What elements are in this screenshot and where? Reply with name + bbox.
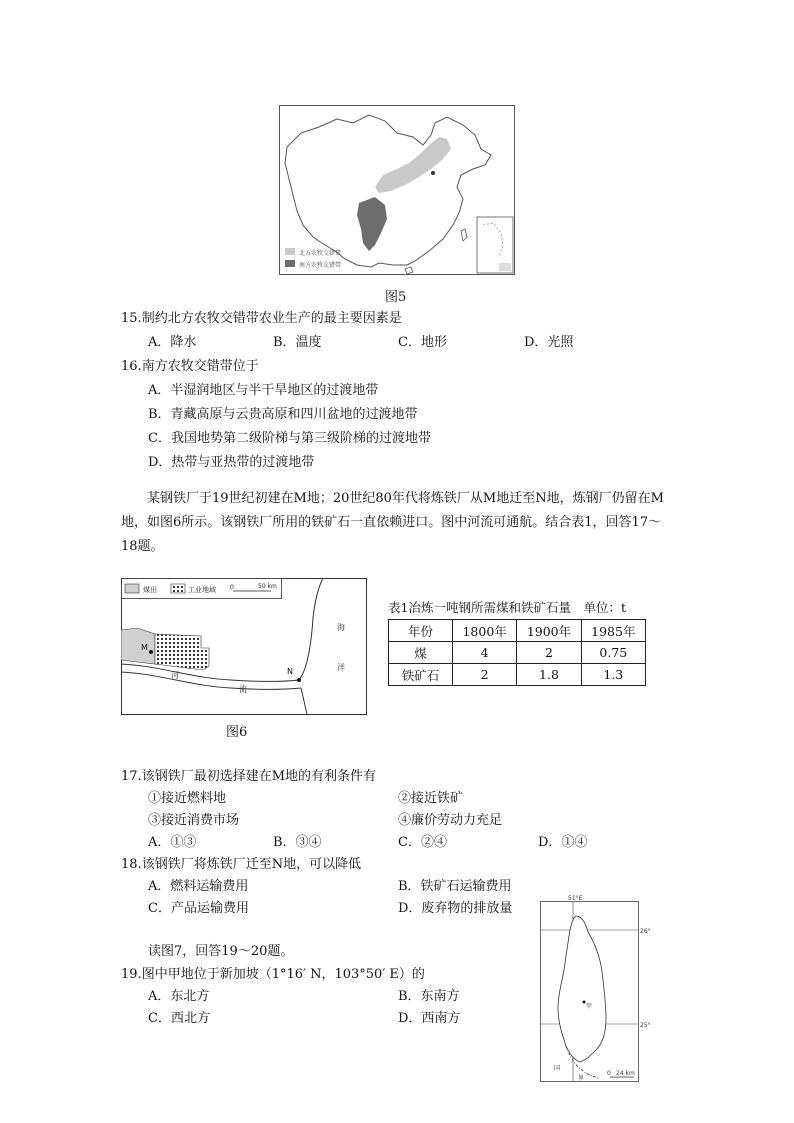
table-header-row xyxy=(389,620,646,642)
industrial-zone xyxy=(155,634,209,670)
figure6-map xyxy=(121,578,367,716)
legend-swatch-industry xyxy=(171,584,185,593)
q15-option-b[interactable]: B．温度 xyxy=(273,335,322,350)
table-cell: 铁矿石 xyxy=(389,664,453,686)
table-header: 1800年 xyxy=(452,620,516,642)
q15-option-c[interactable]: C．地形 xyxy=(398,335,447,350)
sea-char-1: 海 xyxy=(337,623,345,632)
table-header: 1985年 xyxy=(581,620,645,642)
question-19-stem xyxy=(121,966,425,983)
table1 xyxy=(388,619,646,686)
figure6-caption: 图6 xyxy=(226,725,248,740)
q15-option-d[interactable]: D．光照 xyxy=(524,335,574,350)
q16-option-a[interactable]: A．半湿润地区与半干旱地区的过渡地带 xyxy=(148,383,379,398)
legend-label-industry: 工业地域 xyxy=(188,586,216,594)
latitude-26-label: 26° xyxy=(640,928,651,935)
question-17-stem xyxy=(121,768,376,785)
q19-option-b[interactable]: B．东南方 xyxy=(398,989,460,1004)
q15-option-a[interactable]: A．降水 xyxy=(148,335,197,350)
q19-option-d[interactable]: D．西南方 xyxy=(398,1011,461,1026)
south-china-sea-inset xyxy=(477,217,513,273)
question-19-number: 19. xyxy=(121,967,142,982)
longitude-label: 51°E xyxy=(568,895,583,902)
border-label-1: 国 xyxy=(554,1065,561,1072)
river-char-2: 流 xyxy=(239,685,247,694)
table-header: 1900年 xyxy=(517,620,581,642)
scale-zero: 0 xyxy=(607,1070,611,1077)
q16-option-b[interactable]: B．青藏高原与云贵高原和四川盆地的过渡地带 xyxy=(148,407,418,422)
point-m xyxy=(149,650,153,654)
q17-condition-1: ①接近燃料地 xyxy=(148,791,227,806)
question-16-number: 16. xyxy=(121,359,142,374)
q18-option-a[interactable]: A．燃料运输费用 xyxy=(148,879,249,894)
question-18-number: 18. xyxy=(121,857,142,872)
q17-option-c[interactable]: C．②④ xyxy=(398,835,447,850)
figure5-map xyxy=(279,105,515,275)
question-16-stem xyxy=(121,358,259,375)
beijing-dot xyxy=(431,171,435,175)
table-row xyxy=(389,642,646,664)
read-figure7-instruction: 读图7，回答19～20题。 xyxy=(148,944,294,959)
scale-label: 24 km xyxy=(616,1070,635,1077)
river-char-1: 河 xyxy=(171,671,179,680)
legend-swatch-north xyxy=(285,248,295,255)
label-jia: 甲 xyxy=(586,1003,593,1010)
legend-label-coal: 煤田 xyxy=(143,586,157,594)
q16-option-d[interactable]: D．热带与亚热带的过渡地带 xyxy=(148,455,315,470)
table-cell: 1.8 xyxy=(517,664,581,686)
question-17-text: 该钢铁厂最初选择建在M地的有利条件有 xyxy=(141,769,376,784)
q17-option-d[interactable]: D．①④ xyxy=(538,835,588,850)
question-16-text: 南方农牧交错带位于 xyxy=(141,359,259,374)
table-header: 年份 xyxy=(389,620,453,642)
question-18-stem xyxy=(121,856,361,873)
legend-swatch-coal xyxy=(125,584,139,593)
legend-swatch-south xyxy=(285,260,295,267)
q16-option-c[interactable]: C．我国地势第二级阶梯与第三级阶梯的过渡地带 xyxy=(148,431,431,446)
q17-condition-4: ④廉价劳动力充足 xyxy=(398,813,503,828)
table1-title: 表1冶炼一吨钢所需煤和铁矿石量 单位：t xyxy=(388,600,626,615)
q17-option-b[interactable]: B．③④ xyxy=(273,835,322,850)
question-15-stem xyxy=(121,310,402,327)
question-19-text: 图中甲地位于新加坡（1°16′ N，103°50′ E）的 xyxy=(141,967,425,982)
q17-option-a[interactable]: A．①③ xyxy=(148,835,197,850)
question-18-text: 该钢铁厂将炼铁厂迁至N地，可以降低 xyxy=(141,857,362,872)
q19-option-a[interactable]: A．东北方 xyxy=(148,989,210,1004)
q18-option-d[interactable]: D．废弃物的排放量 xyxy=(398,901,513,916)
table-cell: 0.75 xyxy=(581,642,645,664)
q17-condition-2: ②接近铁矿 xyxy=(398,791,464,806)
scale-label: 50 km xyxy=(258,583,277,590)
q18-option-b[interactable]: B．铁矿石运输费用 xyxy=(398,879,512,894)
border-label-2: 界 xyxy=(578,1075,585,1082)
legend-label-north: 北方农牧交错带 xyxy=(299,250,342,257)
scale-zero: 0 xyxy=(230,584,234,591)
q17-condition-3: ③接近消费市场 xyxy=(148,813,240,828)
table-cell: 4 xyxy=(452,642,516,664)
table-cell: 2 xyxy=(517,642,581,664)
question-15-number: 15. xyxy=(121,311,142,326)
passage-text: 某钢铁厂于19世纪初建在M地；20世纪80年代将炼铁厂从M地迁至N地，炼钢厂仍留在M地，如图6所示。该钢铁厂所用的铁矿石一直依赖进口。图中河流可通航。结合表1，回答17～18题。 xyxy=(121,491,664,554)
figure7-map xyxy=(540,894,666,1084)
question-17-number: 17. xyxy=(121,769,142,784)
question-15-text: 制约北方农牧交错带农业生产的最主要因素是 xyxy=(141,311,402,326)
coal-field xyxy=(121,628,155,664)
sea-char-2: 洋 xyxy=(337,663,345,672)
q19-option-c[interactable]: C．西北方 xyxy=(148,1011,210,1026)
label-n: N xyxy=(287,667,293,676)
table-cell: 煤 xyxy=(389,642,453,664)
table-row xyxy=(389,664,646,686)
q18-option-c[interactable]: C．产品运输费用 xyxy=(148,901,249,916)
legend-label-south: 南方农牧交错带 xyxy=(299,262,342,269)
latitude-25-label: 25° xyxy=(640,1022,651,1029)
table-cell: 1.3 xyxy=(581,664,645,686)
table-cell: 2 xyxy=(452,664,516,686)
figure5-caption: 图5 xyxy=(385,290,407,305)
label-m: M xyxy=(141,643,148,652)
point-n xyxy=(297,678,301,682)
